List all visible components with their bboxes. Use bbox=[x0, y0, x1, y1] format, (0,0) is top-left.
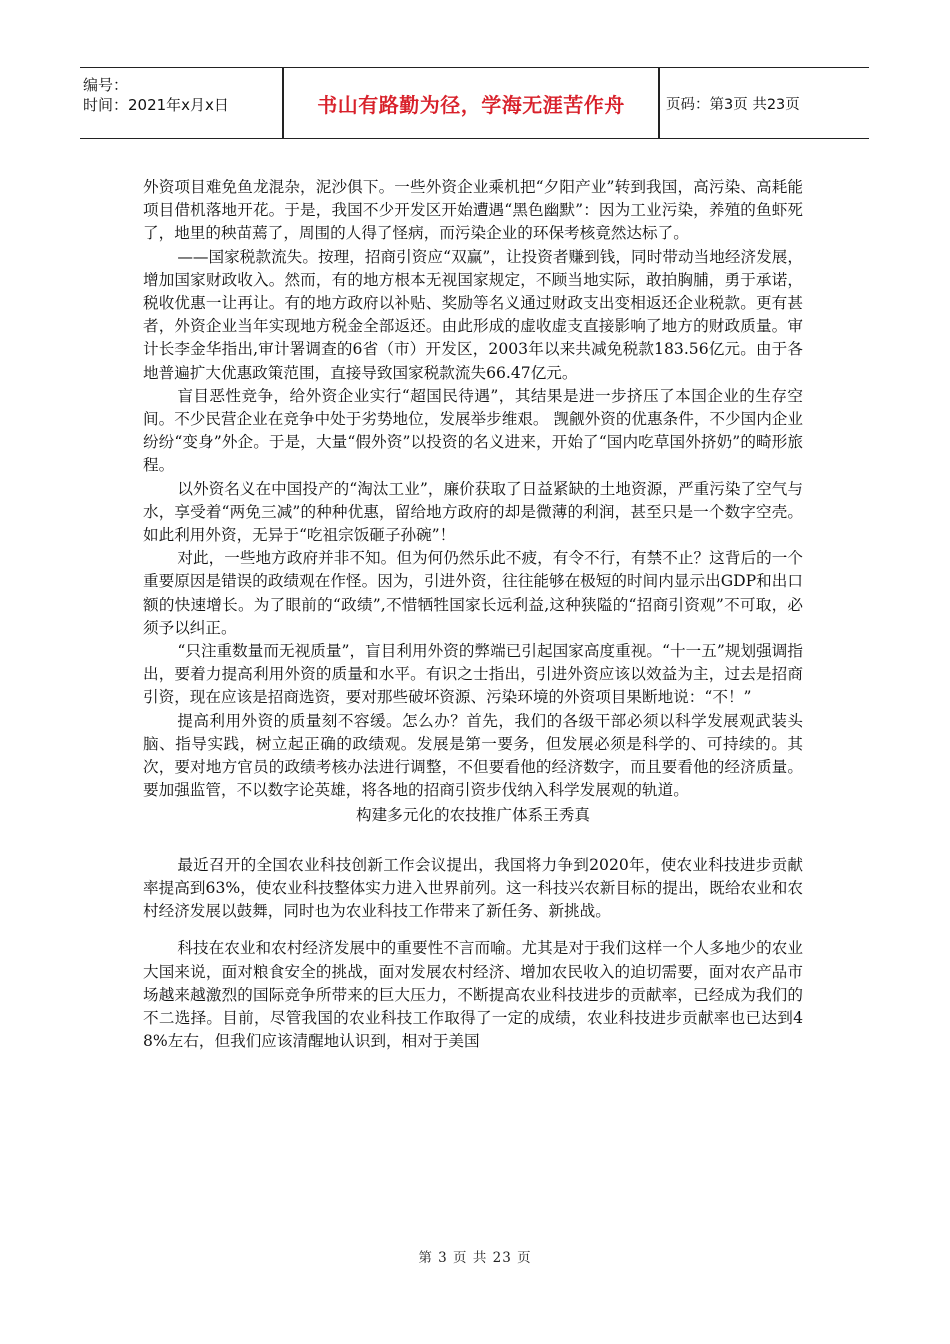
page-footer: 第 3 页 共 23 页 bbox=[418, 1250, 532, 1266]
paragraph: 外资项目难免鱼龙混杂，泥沙俱下。一些外资企业乘机把“夕阳产业”转到我国，高污染、高耗能项目借机落地开花。于是，我国不少开发区开始遭遇“黑色幽默”：因为工业污染，养殖的鱼虾死了，地里的秧苗蔫了，周围的人得了怪病，而污染企业的环保考核竟然达标了。 bbox=[143, 178, 803, 243]
paragraph: 以外资名义在中国投产的“淘汰工业”，廉价获取了日益紧缺的土地资源，严重污染了空气与水，享受着“两免三减”的种种优惠，留给地方政府的却是微薄的利润，甚至只是一个数字空壳。如此利用外资，无异于“吃祖宗饭砸子孙碗”！ bbox=[143, 479, 803, 545]
paragraph: 提高利用外资的质量刻不容缓。怎么办？首先，我们的各级干部必须以科学发展观武装头脑、指导实践，树立起正确的政绩观。发展是第一要务，但发展必须是科学的、可持续的。其次，要对地方官员的政绩考核办法进行调整，不但要看他的经济数字，而且要看他的经济质量。要加强监管，不以数字论英雄，将各地的招商引资步伐纳入科学发展观的轨道。 bbox=[143, 711, 803, 800]
paragraph: ——国家税款流失。按理，招商引资应“双赢”，让投资者赚到钱，同时带动当地经济发展，增加国家财政收入。然而，有的地方根本无视国家规定，不顾当地实际，敢拍胸脯，勇于承诺，税收优惠一让再让。有的地方政府以补贴、奖励等名义通过财政支出变相返还企业税款。更有甚者，外资企业当年实现地方税金全部返还。由此形成的虚收虚支直接影响了地方的财政质量。审计长李金华指出,审计署调查的6省（市）开发区，2003年以来共减免税款183.56亿元。由于各地普遍扩大优惠政策范围，直接导致国家税款流失66.47亿元。 bbox=[143, 247, 803, 382]
header-table bbox=[80, 67, 869, 139]
number-label: 编号： bbox=[83, 76, 129, 94]
header-page-info: 页码：第3页 共23页 bbox=[666, 96, 800, 113]
paragraph: 盲目恶性竞争，给外资企业实行“超国民待遇”，其结果是进一步挤压了本国企业的生存空间。不少民营企业在竞争中处于劣势地位，发展举步维艰。 觊觎外资的优惠条件，不少国内企业纷纷“变身”外企。于是，大量“假外资”以投资的名义进来，开始了“国内吃草国外挤奶”的畸形旅程。 bbox=[143, 386, 803, 475]
header-motto: 书山有路勤为径，学海无涯苦作舟 bbox=[317, 92, 625, 117]
time-label: 时间：2021年x月x日 bbox=[83, 96, 229, 114]
section-title: 构建多元化的农技推广体系王秀真 bbox=[356, 806, 590, 825]
paragraph: 科技在农业和农村经济发展中的重要性不言而喻。尤其是对于我们这样一个人多地少的农业大国来说，面对粮食安全的挑战，面对发展农村经济、增加农民收入的迫切需要，面对农产品市场越来越激烈的国际竞争所带来的巨大压力，不断提高农业科技进步的贡献率，已经成为我们的不二选择。目前，尽管我国的农业科技工作取得了一定的成绩，农业科技进步贡献率也已达到48%左右，但我们应该清醒地认识到，相对于美国 bbox=[143, 939, 803, 1051]
paragraph: “只注重数量而无视质量”，盲目利用外资的弊端已引起国家高度重视。“十一五”规划强调指出，要着力提高利用外资的质量和水平。有识之士指出，引进外资应该以效益为主，过去是招商引资，现在应该是招商选资，要对那些破坏资源、污染环境的外资项目果断地说：“不！” bbox=[143, 642, 803, 707]
paragraph: 最近召开的全国农业科技创新工作会议提出，我国将力争到2020年，使农业科技进步贡献率提高到63%，使农业科技整体实力进入世界前列。这一科技兴农新目标的提出，既给农业和农村经济发展以鼓舞，同时也为农业科技工作带来了新任务、新挑战。 bbox=[143, 855, 803, 921]
paragraph: 对此，一些地方政府并非不知。但为何仍然乐此不疲，有令不行，有禁不止？这背后的一个重要原因是错误的政绩观在作怪。因为，引进外资，往往能够在极短的时间内显示出GDP和出口额的快速增长。为了眼前的“政绩”,不惜牺牲国家长远利益,这种狭隘的“招商引资观”不可取，必须予以纠正。 bbox=[143, 549, 803, 637]
document-body bbox=[143, 176, 803, 1053]
header-meta-cell bbox=[80, 68, 282, 138]
